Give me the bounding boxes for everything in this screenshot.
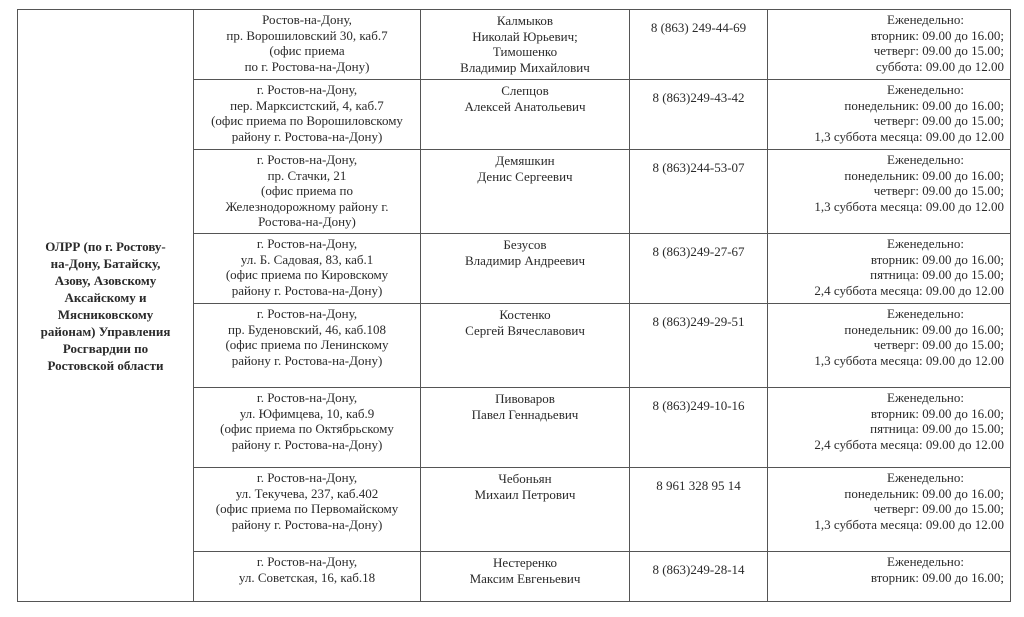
address-cell-line: по г. Ростова-на-Дону) — [244, 58, 370, 74]
address-cell-line: (офис приема по Первомайскому — [215, 501, 399, 516]
responsible-person-cell — [421, 234, 630, 304]
responsible-person-cell-line: Михаил Петрович — [474, 486, 576, 502]
schedule-cell-line: 1,3 суббота месяца: 09.00 до 12.00 — [814, 198, 1004, 214]
schedule-cell-line: пятница: 09.00 до 15.00; — [870, 421, 1004, 436]
address-cell-line: (офис приема по Октябрьскому — [220, 421, 394, 436]
address-cell — [194, 80, 421, 150]
schedule-cell-line: Еженедельно: — [887, 152, 964, 167]
address-cell — [194, 150, 421, 234]
schedule-cell-line: вторник: 09.00 до 16.00; — [870, 27, 1004, 43]
schedule-cell-line: понедельник: 09.00 до 16.00; — [844, 485, 1004, 501]
schedule-cell — [768, 304, 1011, 388]
address-cell-line: г. Ростов-на-Дону, — [256, 390, 358, 405]
schedule-cell-line: понедельник: 09.00 до 16.00; — [844, 167, 1004, 183]
schedule-cell-line: 1,3 суббота месяца: 09.00 до 12.00 — [814, 516, 1004, 532]
organization-name — [18, 10, 194, 602]
schedule-cell-line: 1,3 суббота месяца: 09.00 до 12.00 — [814, 352, 1004, 368]
schedule-cell-line: пятница: 09.00 до 15.00; — [870, 267, 1004, 282]
schedule-cell — [768, 10, 1011, 80]
address-cell-line: ул. Текучева, 237, каб.402 — [235, 485, 379, 501]
responsible-person-cell-line: Алексей Анатольевич — [464, 98, 586, 114]
schedule-cell-line: четверг: 09.00 до 15.00; — [873, 43, 1004, 58]
responsible-person-cell-line: Тимошенко — [492, 44, 558, 59]
address-cell-line: району г. Ростова-на-Дону) — [231, 516, 383, 532]
responsible-person-cell — [421, 304, 630, 388]
schedule-cell — [768, 80, 1011, 150]
phone-cell: 8 (863)244-53-07 — [630, 150, 768, 234]
responsible-person-cell-line: Николай Юрьевич; — [472, 28, 578, 44]
schedule-cell-line: 2,4 суббота месяца: 09.00 до 12.00 — [814, 436, 1004, 452]
schedule-cell-line: вторник: 09.00 до 16.00; — [870, 569, 1004, 585]
organization-line: Росгвардии по — [62, 340, 149, 356]
offices-table — [17, 9, 1011, 602]
schedule-cell-line: 1,3 суббота месяца: 09.00 до 12.00 — [814, 128, 1004, 144]
schedule-cell-line: Еженедельно: — [887, 470, 964, 485]
phone-cell: 8 (863)249-43-42 — [630, 80, 768, 150]
phone-cell: 8 (863) 249-44-69 — [630, 10, 768, 80]
address-cell-line: г. Ростов-на-Дону, — [256, 82, 358, 97]
responsible-person-cell — [421, 552, 630, 602]
schedule-cell-line: вторник: 09.00 до 16.00; — [870, 251, 1004, 267]
address-cell-line: району г. Ростова-на-Дону) — [231, 352, 383, 368]
address-cell — [194, 10, 421, 80]
address-cell-line: району г. Ростова-на-Дону) — [231, 282, 383, 298]
table-body — [18, 10, 1011, 602]
schedule-cell-line: четверг: 09.00 до 15.00; — [873, 337, 1004, 352]
address-cell-line: г. Ростов-на-Дону, — [256, 306, 358, 321]
schedule-cell-line: Еженедельно: — [887, 82, 964, 97]
phone-cell: 8 (863)249-28-14 — [630, 552, 768, 602]
address-cell-line: ул. Б. Садовая, 83, каб.1 — [240, 251, 374, 267]
organization-line: Ростовской области — [47, 357, 164, 373]
address-cell-line: Железнодорожному району г. — [225, 198, 389, 214]
address-cell-line: району г. Ростова-на-Дону) — [231, 436, 383, 452]
address-cell-line: пр. Буденовский, 46, каб.108 — [228, 321, 386, 337]
schedule-cell-line: вторник: 09.00 до 16.00; — [870, 405, 1004, 421]
organization-line: Аксайскому и — [64, 289, 147, 305]
phone-cell: 8 (863)249-29-51 — [630, 304, 768, 388]
responsible-person-cell-line: Нестеренко — [492, 555, 558, 570]
schedule-cell-line: Еженедельно: — [887, 12, 964, 27]
schedule-cell-line: четверг: 09.00 до 15.00; — [873, 113, 1004, 128]
address-cell-line: (офис приема по Ворошиловскому — [211, 113, 403, 128]
address-cell-line: (офис приема по Кировскому — [225, 267, 389, 282]
organization-line: ОЛРР (по г. Ростову- — [45, 238, 166, 254]
address-cell-line: (офис приема — [269, 43, 345, 58]
schedule-cell — [768, 150, 1011, 234]
organization-line: районам) Управления — [40, 323, 171, 339]
address-cell-line: г. Ростов-на-Дону, — [256, 470, 358, 485]
schedule-cell-line: Еженедельно: — [887, 306, 964, 321]
responsible-person-cell-line: Пивоваров — [495, 391, 555, 406]
schedule-cell — [768, 468, 1011, 552]
responsible-person-cell-line: Костенко — [499, 307, 551, 322]
responsible-person-cell — [421, 10, 630, 80]
responsible-person-cell — [421, 80, 630, 150]
organization-line: на-Дону, Батайску, — [50, 255, 161, 271]
responsible-person-cell-line: Безусов — [503, 237, 547, 252]
table-row — [18, 10, 1011, 80]
address-cell-line: району г. Ростова-на-Дону) — [231, 128, 383, 144]
schedule-cell-line: четверг: 09.00 до 15.00; — [873, 183, 1004, 198]
address-cell-line: г. Ростов-на-Дону, — [256, 236, 358, 251]
responsible-person-cell — [421, 388, 630, 468]
schedule-cell-line: суббота: 09.00 до 12.00 — [875, 58, 1004, 74]
address-cell-line: (офис приема по — [260, 183, 354, 198]
responsible-person-cell — [421, 150, 630, 234]
responsible-person-cell-line: Демяшкин — [495, 153, 555, 168]
responsible-person-cell-line: Слепцов — [501, 83, 549, 98]
address-cell-line: пр. Стачки, 21 — [267, 167, 347, 183]
responsible-person-cell-line: Чебоньян — [498, 471, 552, 486]
phone-cell: 8 961 328 95 14 — [630, 468, 768, 552]
address-cell-line: пр. Ворошиловский 30, каб.7 — [226, 27, 388, 43]
phone-cell: 8 (863)249-27-67 — [630, 234, 768, 304]
schedule-cell-line: Еженедельно: — [887, 554, 964, 569]
responsible-person-cell-line: Владимир Михайлович — [460, 59, 590, 75]
address-cell-line: ул. Юфимцева, 10, каб.9 — [239, 405, 375, 421]
responsible-person-cell-line: Максим Евгеньевич — [469, 570, 581, 586]
schedule-cell-line: четверг: 09.00 до 15.00; — [873, 501, 1004, 516]
address-cell — [194, 468, 421, 552]
schedule-cell — [768, 234, 1011, 304]
schedule-cell — [768, 552, 1011, 602]
responsible-person-cell-line: Владимир Андреевич — [464, 252, 586, 268]
schedule-cell-line: понедельник: 09.00 до 16.00; — [844, 321, 1004, 337]
responsible-person-cell-line: Павел Геннадьевич — [471, 406, 579, 422]
address-cell — [194, 552, 421, 602]
schedule-cell-line: 2,4 суббота месяца: 09.00 до 12.00 — [814, 282, 1004, 298]
address-cell-line: г. Ростов-на-Дону, — [256, 554, 358, 569]
address-cell-line: пер. Марксистский, 4, каб.7 — [230, 97, 384, 113]
organization-line: Мясниковскому — [57, 306, 154, 322]
organization-line: Азову, Азовскому — [54, 272, 157, 288]
address-cell — [194, 234, 421, 304]
responsible-person-cell-line: Калмыков — [496, 13, 554, 28]
schedule-cell-line: Еженедельно: — [887, 390, 964, 405]
address-cell-line: Ростова-на-Дону) — [258, 214, 356, 229]
responsible-person-cell-line: Сергей Вячеславович — [465, 322, 585, 338]
address-cell-line: (офис приема по Ленинскому — [225, 337, 389, 352]
address-cell-line: ул. Советская, 16, каб.18 — [238, 569, 376, 585]
address-cell-line: Ростов-на-Дону, — [262, 12, 352, 27]
responsible-person-cell — [421, 468, 630, 552]
responsible-person-cell-line: Денис Сергеевич — [477, 168, 573, 184]
address-cell-line: г. Ростов-на-Дону, — [256, 152, 358, 167]
schedule-cell-line: понедельник: 09.00 до 16.00; — [844, 97, 1004, 113]
schedule-cell — [768, 388, 1011, 468]
address-cell — [194, 388, 421, 468]
schedule-cell-line: Еженедельно: — [887, 236, 964, 251]
phone-cell: 8 (863)249-10-16 — [630, 388, 768, 468]
address-cell — [194, 304, 421, 388]
document-page — [17, 9, 1010, 601]
